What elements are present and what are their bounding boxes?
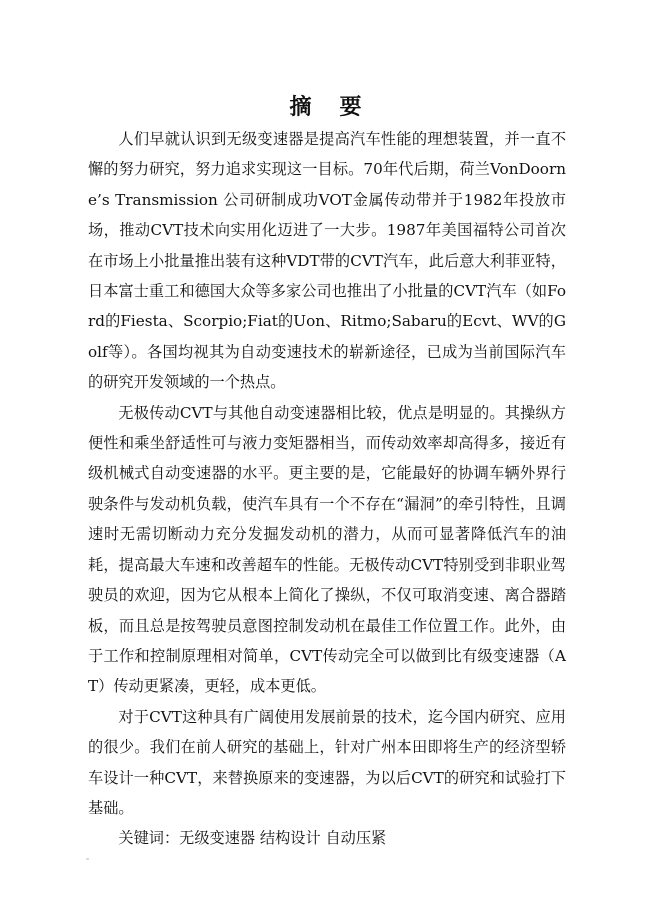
abstract-paragraph-1: 人们早就认识到无级变速器是提高汽车性能的理想装置，并一直不懈的努力研究，努力追求实现这一目标。70年代后期，荷兰VonDoorne’s Transmission 公司研制成功VOT金属传动带并于1982年投放市场，推动CVT技术向实用化迈进了一大步。1987年美国福特公司首次在市场上小批量推出装有这种VDT带的CVT汽车，此后意大利菲亚特，日本富士重工和德国大众等多家公司也推出了小批量的CVT汽车（如Ford的Fiesta、Scorpio;Fiat的Uon、Ritmo;Sabaru的Ecvt、WV的Golf等）。各国均视其为自动变速技术的崭新途径，已成为当前国际汽车的研究开发领域的一个热点。 [88, 130, 566, 392]
keywords-line: 关键词：无级变速器 结构设计 自动压紧 [118, 829, 387, 848]
abstract-paragraph-2: 无极传动CVT与其他自动变速器相比较，优点是明显的。其操纵方便性和乘坐舒适性可与液力变矩器相当，而传动效率却高得多，接近有级机械式自动变速器的水平。更主要的是，它能最好的协调车辆外界行驶条件与发动机负载，使汽车具有一个不存在“漏洞”的牵引特性，且调速时无需切断动力充分发掘发动机的潜力，从而可显著降低汽车的油耗，提高最大车速和改善超车的性能。无极传动CVT特别受到非职业驾驶员的欢迎，因为它从根本上简化了操纵，不仅可取消变速、离合器踏板，而且总是按驾驶员意图控制发动机在最佳工作位置工作。此外，由于工作和控制原理相对简单，CVT传动完全可以做到比有级变速器（AT）传动更紧凑，更轻，成本更低。 [88, 403, 566, 696]
abstract-title: 摘要 [289, 94, 390, 120]
page-corner-mark [86, 858, 89, 860]
abstract-body [88, 124, 566, 854]
abstract-paragraph-3: 对于CVT这种具有广阔使用发展前景的技术，迄今国内研究、应用的很少。我们在前人研究的基础上，针对广州本田即将生产的经济型轿车设计一种CVT，来替换原来的变速器，为以后CVT的研究和试验打下基础。 [88, 707, 566, 817]
